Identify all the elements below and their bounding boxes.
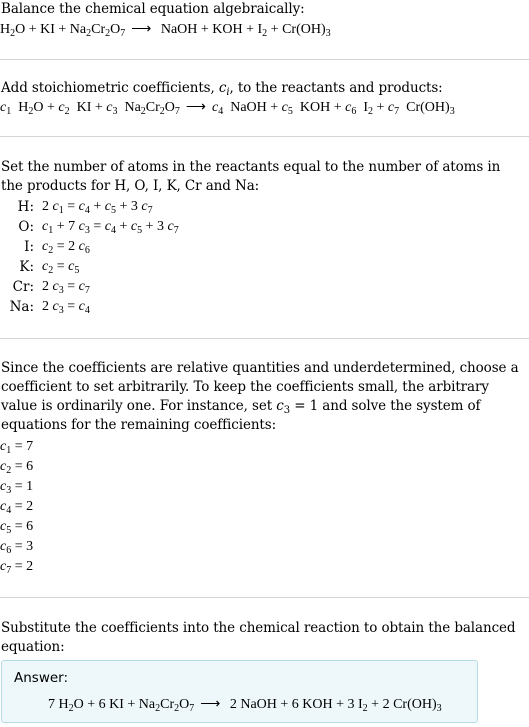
step-5-text: Substitute the coefficients into the chemical reaction to obtain the balanced equation: — [1, 620, 516, 655]
atom-equation: 2 $c_1 = c_4 + c_5 + 3$ $c_7$ — [42, 199, 153, 216]
solution-c4: $c_4 = 2$ — [0, 499, 34, 516]
step-4-text: Since the coefficients are relative quantities and underdetermined, choose a coefficient to set arbitrarily. To keep the coefficients small, the arbitrary value is ordinarily one. For instance, set $c_3 = 1$ and solve the system of equations for the remaining coefficients: — [1, 360, 519, 433]
atom-label: Na: — [9, 299, 34, 315]
solution-c2: $c_2 = 6$ — [0, 459, 34, 476]
solution-c1: $c_1 = 7$ — [0, 439, 34, 456]
atom-equation: $c_1 + 7$ $c_3 = c_4 + c_5 + 3$ $c_7$ — [42, 219, 179, 236]
atom-equations-table — [0, 197, 179, 317]
equation-row-na — [0, 297, 179, 317]
atom-equation: 2 $c_3 = c_7$ — [42, 279, 90, 296]
divider — [0, 597, 529, 598]
unbalanced-equation: $H_2O$ + KI + $Na_2Cr_2O_7$ ⟶ NaOH + KOH + $I_2 + Cr(OH)_3$ — [0, 22, 331, 39]
equation-row-i — [0, 237, 179, 257]
solution-c3: $c_3 = 1$ — [0, 479, 34, 496]
divider — [0, 59, 529, 60]
balanced-equation: 7 $H_2O + 6$ KI + $Na_2Cr_2O_7$ ⟶ 2 NaOH + 6 KOH + 3 $I_2 + 2$ $Cr(OH)_3$ — [48, 697, 442, 714]
atom-label: O: — [18, 219, 34, 235]
atom-label: Cr: — [12, 279, 34, 295]
atom-equation: $c_2 = c_5$ — [42, 259, 80, 276]
atom-equation: $c_2 = 2$ $c_6$ — [42, 239, 90, 256]
equation-row-cr — [0, 277, 179, 297]
solution-list — [0, 437, 33, 577]
step-3-text: Set the number of atoms in the reactants equal to the number of atoms in the products for H, O, I, K, Cr and Na: — [1, 159, 501, 194]
atom-label: I: — [24, 239, 34, 255]
atom-equation: 2 $c_3 = c_4$ — [42, 299, 90, 316]
equation-row-k — [0, 257, 179, 277]
answer-box — [1, 660, 478, 723]
solution-c5: $c_5 = 6$ — [0, 519, 34, 536]
solution-c6: $c_6 = 3$ — [0, 539, 34, 556]
coefficient-equation: $c_1$ $H_2O + c_2$ KI + $c_3$ $Na_2Cr_2O_7$ ⟶ $c_4$ NaOH + $c_5$ KOH + $c_6$ $I_2 + c_7$ $Cr(OH)_3$ — [0, 100, 455, 117]
solution-c7: $c_7 = 2$ — [0, 559, 34, 576]
step-2-text: Add stoichiometric coefficients, $c_i$, to the reactants and products: — [1, 80, 443, 98]
atom-label: K: — [19, 259, 34, 275]
answer-label: Answer: — [14, 670, 69, 686]
equation-row-h — [0, 197, 179, 217]
equation-row-o — [0, 217, 179, 237]
divider — [0, 338, 529, 339]
step-1-text: Balance the chemical equation algebraically: — [1, 1, 305, 17]
divider — [0, 136, 529, 137]
atom-label: H: — [17, 199, 34, 215]
